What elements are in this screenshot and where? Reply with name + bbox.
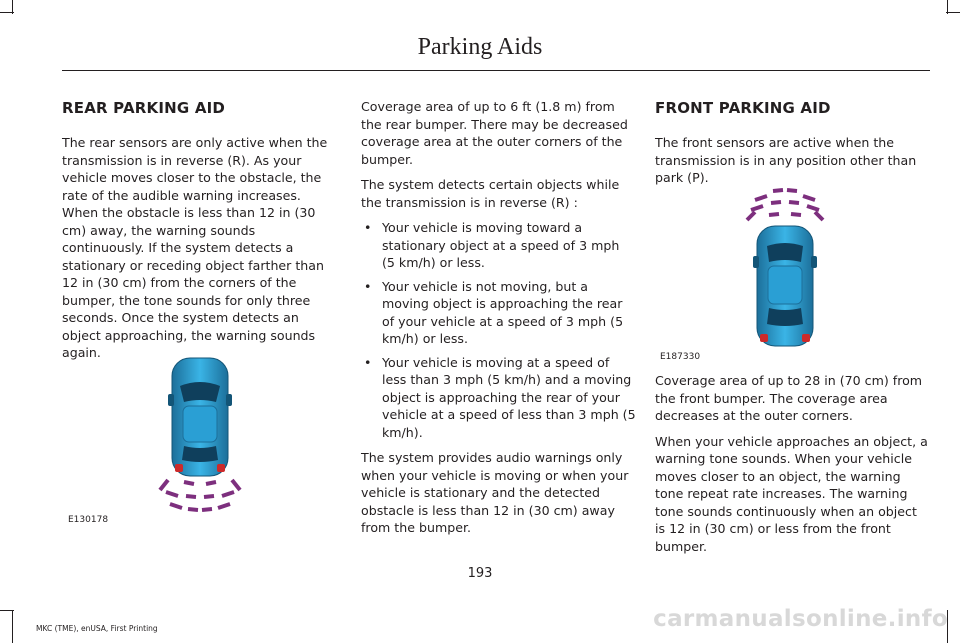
- bullet-glyph: •: [364, 220, 372, 235]
- audio-warning-paragraph: The system provides audio warnings only when your vehicle is moving or when your vehicle is stationary and the detected obstacle is less than 12 in (30 cm) away from the bumper.: [361, 450, 629, 535]
- page-number: 193: [467, 566, 493, 581]
- rear-coverage-paragraph: Coverage area of up to 6 ft (1.8 m) from the rear bumper. There may be decreased coverage area at the outer corners of the bumper.: [361, 99, 628, 167]
- crop-mark: [12, 610, 13, 643]
- rear-parking-figure: [150, 350, 250, 515]
- rear-parking-aid-section: [62, 98, 337, 370]
- crop-mark: [0, 610, 14, 611]
- front-warning-paragraph: When your vehicle approaches an object, a warning tone sounds. When your vehicle moves closer to an object, the warning tone repeat rate increases. The warning tone sounds continuously when an object is 12 in (30 cm) or less from the front bumper.: [655, 433, 928, 554]
- rear-figure-label: E130178: [68, 515, 109, 525]
- detection-conditions-list: [361, 219, 636, 441]
- bullet-glyph: •: [364, 278, 372, 294]
- list-item: • Your vehicle is moving at a speed of less than 3 mph (5 km/h) and a moving object is approaching the rear of your vehicle at a speed of less than 3 mph (5 km/h).: [364, 354, 636, 440]
- front-car-sensor-icon: [735, 184, 835, 354]
- rear-car-sensor-icon: [150, 350, 250, 515]
- rear-paragraph: The rear sensors are only active when the transmission is in reverse (R). As your vehicle moves closer to the obstacle, the rate of the audible warning increases. When the obstacle is less than 12 in (30 cm) away, the warning sounds continuously. If the system detects a stationary or receding object farther than 12 in (30 cm) from the corners of the bumper, the tone sounds for only three seconds. Once the system detects an object approaching, the warning sounds again.: [62, 135, 328, 360]
- list-item: • Your vehicle is moving toward a stationary object at a speed of 3 mph (5 km/h) or less.: [364, 220, 620, 270]
- crop-mark: [946, 12, 960, 13]
- front-parking-figure: [735, 184, 835, 354]
- middle-column: [361, 98, 636, 545]
- front-parking-aid-section: [655, 98, 930, 195]
- watermark: carmanualsonline.info: [653, 606, 948, 632]
- front-intro-paragraph: The front sensors are active when the transmission is in any position other than park (P).: [655, 135, 917, 185]
- front-coverage-section: [655, 372, 930, 563]
- detection-intro-paragraph: The system detects certain objects while the transmission is in reverse (R) :: [361, 177, 620, 210]
- list-item: • Your vehicle is not moving, but a moving object is approaching the rear of your vehicle at a speed of 3 mph (5 km/h) or less.: [364, 278, 624, 346]
- bullet-glyph: •: [364, 354, 372, 370]
- crop-mark: [0, 12, 14, 13]
- front-coverage-paragraph: Coverage area of up to 28 in (70 cm) from the front bumper. The coverage area decreases at the outer corners.: [655, 373, 923, 423]
- header-rule: [62, 70, 930, 71]
- rear-parking-aid-heading: REAR PARKING AID: [62, 99, 226, 117]
- page-title: Parking Aids: [417, 34, 543, 60]
- footer-text: MKC (TME), enUSA, First Printing: [36, 624, 158, 633]
- front-figure-label: E187330: [660, 352, 701, 362]
- front-parking-aid-heading: FRONT PARKING AID: [655, 99, 831, 117]
